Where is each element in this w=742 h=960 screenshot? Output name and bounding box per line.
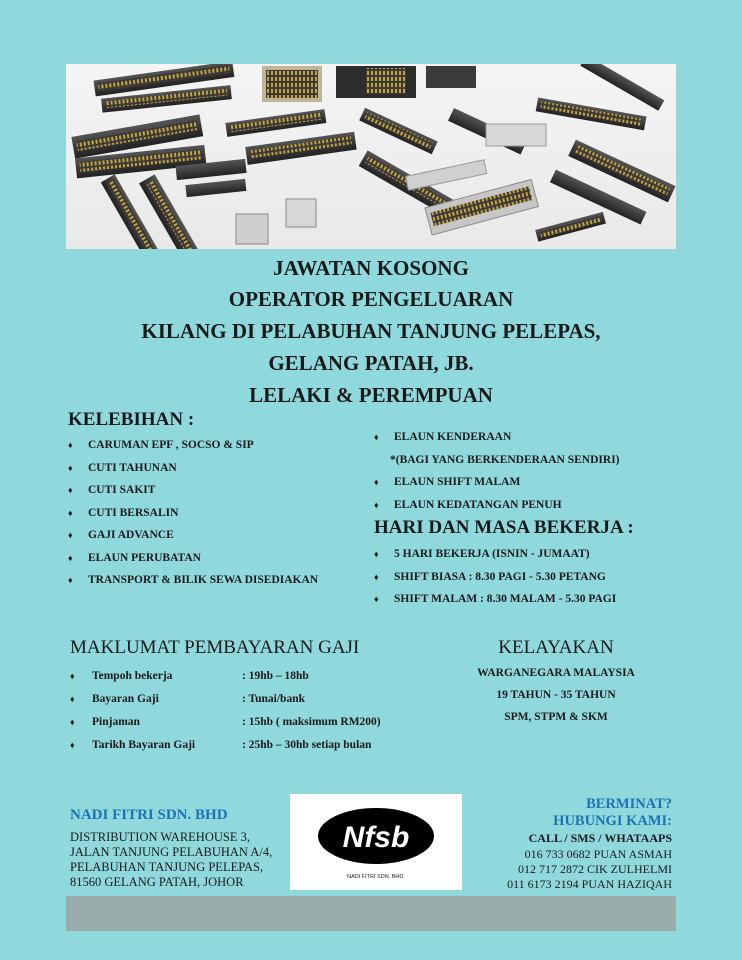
contact-phone: 016 733 0682 PUAN ASMAH xyxy=(524,847,672,861)
list-item: ♦ ELAUN KEDATANGAN PENUH xyxy=(374,494,620,517)
diamond-bullet-icon: ♦ xyxy=(68,440,73,450)
diamond-bullet-icon: ♦ xyxy=(68,575,73,585)
diamond-bullet-icon: ♦ xyxy=(70,670,75,681)
headline-vacancy: JAWATAN KOSONG xyxy=(273,256,469,280)
diamond-bullet-icon: ♦ xyxy=(374,432,379,442)
diamond-bullet-icon: ♦ xyxy=(68,462,73,473)
list-item: ♦ CUTI TAHUNAN xyxy=(68,457,318,480)
list-item: ♦ TRANSPORT & BILIK SEWA DISEDIAKAN xyxy=(68,569,318,592)
company-address: DISTRIBUTION WAREHOUSE 3, JALAN TANJUNG PELABUHAN A/4, PELABUHAN TANJUNG PELEPAS, 81560 GELANG PATAH, JOHOR xyxy=(70,830,273,889)
qualifications-list xyxy=(456,662,656,728)
diamond-bullet-icon: ♦ xyxy=(374,571,379,582)
schedule-list xyxy=(374,543,616,611)
contact-info xyxy=(507,796,672,892)
logo-text: Nfsb xyxy=(342,821,410,854)
benefits-list-left xyxy=(68,434,318,592)
list-item: ♦ SHIFT MALAM : 8.30 MALAM - 5.30 PAGI xyxy=(374,588,616,611)
headline-gender: LELAKI & PEREMPUAN xyxy=(249,383,493,407)
diamond-bullet-icon: ♦ xyxy=(68,530,73,540)
diamond-bullet-icon: ♦ xyxy=(68,552,73,563)
diamond-bullet-icon: ♦ xyxy=(374,549,379,559)
table-row: ♦ Tempoh bekerja : 19hb – 18hb xyxy=(70,669,309,682)
contact-methods: CALL / SMS / WHATAAPS xyxy=(528,831,672,845)
list-item: ♦ ELAUN SHIFT MALAM xyxy=(374,471,620,494)
table-row: ♦ Bayaran Gaji : Tunai/bank xyxy=(70,692,305,705)
contact-call-us: HUBUNGI KAMI: xyxy=(553,813,672,829)
diamond-bullet-icon: ♦ xyxy=(374,477,379,487)
list-item: ♦ ELAUN PERUBATAN xyxy=(68,547,318,570)
list-item: ♦ CARUMAN EPF , SOCSO & SIP xyxy=(68,434,318,457)
list-item: 19 TAHUN - 35 TAHUN xyxy=(496,689,616,701)
diamond-bullet-icon: ♦ xyxy=(68,507,73,518)
vehicle-note: *(BAGI YANG BERKENDERAAN SENDIRI) xyxy=(390,453,620,466)
payment-title: MAKLUMAT PEMBAYARAN GAJI xyxy=(70,637,360,658)
headline-city: GELANG PATAH, JB. xyxy=(268,351,474,375)
diamond-bullet-icon: ♦ xyxy=(374,594,379,604)
hero-connectors-image xyxy=(66,64,676,249)
list-item: ♦ GAJI ADVANCE xyxy=(68,524,318,547)
contact-phone: 012 717 2872 CIK ZULHELMI xyxy=(518,862,672,876)
diamond-bullet-icon: ♦ xyxy=(70,693,75,704)
diamond-bullet-icon: ♦ xyxy=(68,485,73,495)
footer-bar xyxy=(66,896,676,931)
table-row: ♦ Pinjaman : 15hb ( maksimum RM200) xyxy=(70,715,381,728)
company-info xyxy=(70,807,272,890)
list-item: ♦ CUTI SAKIT xyxy=(68,479,318,502)
list-item: ♦ SHIFT BIASA : 8.30 PAGI - 5.30 PETANG xyxy=(374,566,616,589)
payment-table xyxy=(70,664,442,756)
list-item: ♦ CUTI BERSALIN xyxy=(68,502,318,525)
list-item: ♦ ELAUN KENDERAAN xyxy=(374,426,620,449)
benefits-list-right xyxy=(374,426,620,516)
headline-location: KILANG DI PELABUHAN TANJUNG PELEPAS, xyxy=(141,319,601,343)
qualifications-title: KELAYAKAN xyxy=(498,637,614,658)
logo-caption: NADI FITRI SDN. BHD. xyxy=(347,874,405,880)
diamond-bullet-icon: ♦ xyxy=(70,739,75,750)
list-item: ♦ 5 HARI BEKERJA (ISNIN - JUMAAT) xyxy=(374,543,616,566)
company-logo xyxy=(290,794,462,890)
benefits-title: KELEBIHAN : xyxy=(68,409,195,430)
list-item-note xyxy=(374,449,620,472)
schedule-title: HARI DAN MASA BEKERJA : xyxy=(374,517,634,538)
list-item: WARGANEGARA MALAYSIA xyxy=(477,667,635,679)
contact-interested: BERMINAT? xyxy=(586,796,672,812)
headline-position: OPERATOR PENGELUARAN xyxy=(228,287,514,311)
diamond-bullet-icon: ♦ xyxy=(374,499,379,510)
table-row: ♦ Tarikh Bayaran Gaji : 25hb – 30hb setiap bulan xyxy=(70,738,372,751)
list-item: SPM, STPM & SKM xyxy=(504,711,608,723)
contact-phone: 011 6173 2194 PUAN HAZIQAH xyxy=(507,877,672,891)
diamond-bullet-icon: ♦ xyxy=(70,716,75,727)
company-name: NADI FITRI SDN. BHD xyxy=(70,807,228,823)
